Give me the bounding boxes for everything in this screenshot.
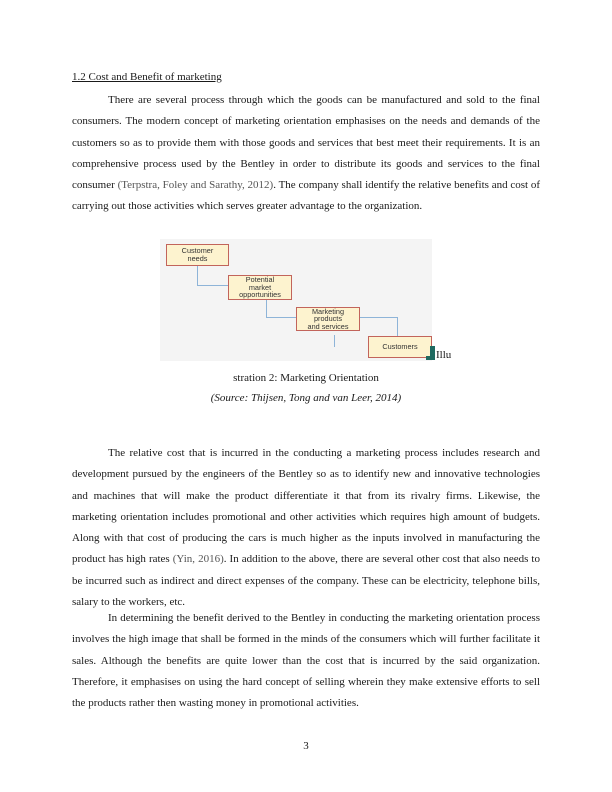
section-heading: 1.2 Cost and Benefit of marketing <box>72 71 222 83</box>
paragraph-1-tail: . The company shall identify the relative benefits and cost of carrying out those activities which serves greater advantage to the organization. <box>72 179 541 213</box>
figure-caption: stration 2: Marketing Orientation <box>233 372 379 384</box>
box-marketing-products-services: Marketing products and services <box>296 307 360 331</box>
connector-line <box>266 300 267 318</box>
paragraph-2-tail: . In addition to the above, there are several other cost that also needs to be incurred such as indirect and direct expenses of the company. These can be electricity, telephone bills, salary to the workers, etc. <box>72 553 540 609</box>
paragraph-3-text: In determining the benefit derived to the Bentley in conducting the marketing orientation process involves the high image that shall be formed in the minds of the consumers which will further facilitate it sales. Although the benefits are quite lower than the cost that is incurred by the said organization. Therefore, it emphasises on using the hard concept of selling wherein they make extensive efforts to sell the products rather then wasting money in promotional activities. <box>72 612 540 710</box>
figure-source: (Source: Thijsen, Tong and van Leer, 2014) <box>210 392 402 404</box>
paragraph-2-text: The relative cost that is incurred in the conducting a marketing process includes research and development pursued by the engineers of the Bentley so as to identify new and innovative technologies and machines that will make the product differentiate it that from its rivalry firms. Likewise, the marketing orientation includes promotional and other activities which requires high amount of budgets. Along with that cost of producing the cars is much higher as the inputs involved in manufacturing the product has high rates <box>72 447 540 566</box>
paragraph-1 <box>72 90 540 218</box>
box-customer-needs: Customer needs <box>166 244 229 266</box>
citation-yin: (Yin, 2016) <box>172 553 224 566</box>
paragraph-3 <box>72 608 540 714</box>
paragraph-1-text: There are several process through which the goods can be manufactured and sold to the final consumers. The modern concept of marketing orientation emphasises on the needs and demands of the customers so as to provide them with those goods and services that best meet their requirements. It is an comprehensive process used by the Bentley in order to distribute its goods and services to the final consumer <box>72 94 540 192</box>
citation-terpstra: (Terpstra, Foley and Sarathy, 2012) <box>117 179 274 192</box>
connector-line <box>397 317 398 336</box>
figure-anchor-mark <box>426 356 435 360</box>
connector-line <box>334 335 335 347</box>
figure-label-fragment: Illu <box>436 349 452 361</box>
marketing-orientation-diagram <box>160 239 432 361</box>
page-number: 3 <box>303 740 309 752</box>
box-potential-market-opportunities: Potential market opportunities <box>228 275 292 300</box>
paragraph-2 <box>72 443 540 613</box>
connector-line <box>197 266 198 286</box>
box-customers: Customers <box>368 336 432 358</box>
